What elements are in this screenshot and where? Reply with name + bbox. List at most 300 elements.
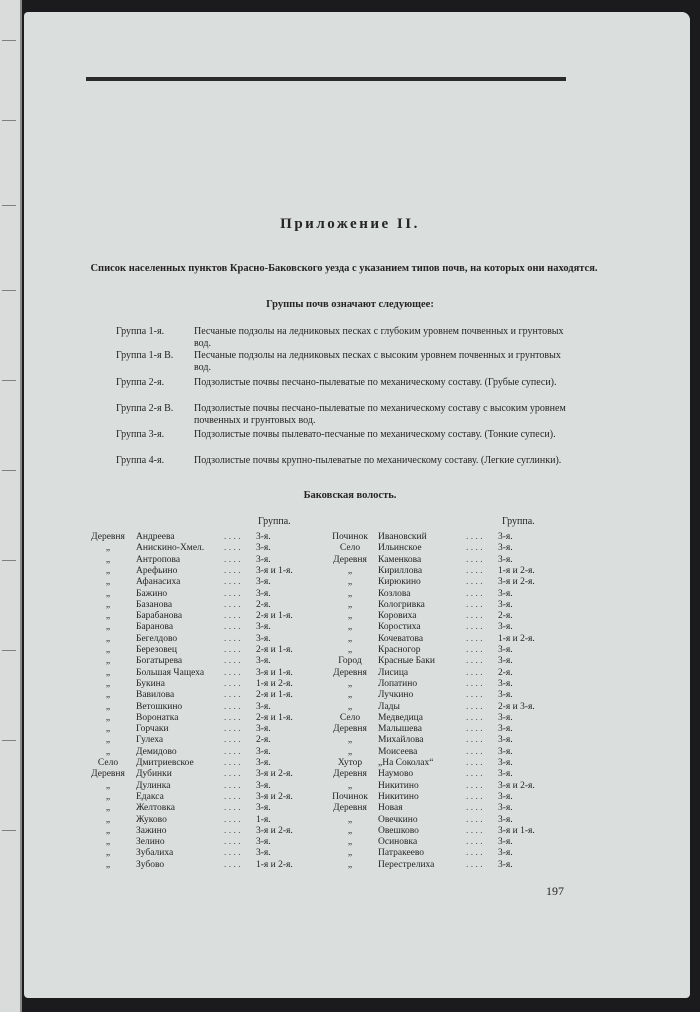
leader-dots: . . . . <box>224 848 241 859</box>
settlement-row <box>84 600 314 611</box>
settlement-type: „ <box>105 837 111 848</box>
settlement-row <box>84 555 314 566</box>
leader-dots: . . . . <box>224 791 241 802</box>
leader-dots: . . . . <box>224 554 241 565</box>
settlement-name: Дмитриевское <box>136 758 194 768</box>
settlement-type: „ <box>105 701 111 712</box>
leader-dots: . . . . <box>466 791 483 802</box>
settlement-type: „ <box>105 780 111 791</box>
leader-dots: . . . . <box>224 814 241 825</box>
leader-dots: . . . . <box>224 701 241 712</box>
settlement-type: Город <box>338 656 362 667</box>
settlement-row <box>326 543 556 554</box>
settlement-name: Новая <box>378 803 403 814</box>
settlement-soil-group: 3-я. <box>498 724 513 735</box>
settlement-type: „ <box>105 712 111 723</box>
settlement-soil-group: 3-я. <box>498 678 513 689</box>
right-column-heading: Группа. <box>502 516 535 527</box>
settlement-row <box>84 781 314 792</box>
settlement-row <box>326 758 556 769</box>
adjacent-page-edge <box>0 0 22 1012</box>
settlement-name: Никитино <box>378 780 419 791</box>
settlement-name: Вавилова <box>136 690 175 701</box>
settlement-name: Большая Чащеха <box>136 667 205 678</box>
settlement-row <box>326 532 556 543</box>
settlement-soil-group: 3-я. <box>256 803 271 814</box>
settlement-name: Демидово <box>136 746 177 757</box>
settlement-name: Козлова <box>378 588 411 599</box>
settlement-row <box>84 634 314 645</box>
leader-dots: . . . . <box>224 780 241 791</box>
settlement-name: Лопатино <box>378 678 418 689</box>
settlement-type: „ <box>347 814 353 825</box>
settlement-name: Антропова <box>136 554 181 565</box>
settlement-row <box>326 713 556 724</box>
settlement-row <box>326 781 556 792</box>
settlement-row <box>326 769 556 780</box>
settlement-type: „ <box>105 746 111 757</box>
settlement-name: Ветошкино <box>136 701 183 712</box>
settlement-type: „ <box>105 825 111 836</box>
leader-dots: . . . . <box>224 746 241 757</box>
settlement-name: Барабанова <box>136 611 183 622</box>
settlement-soil-group: 3-я. <box>256 758 271 768</box>
settlement-row <box>84 566 314 577</box>
leader-dots: . . . . <box>224 859 241 870</box>
settlement-type: Село <box>339 712 361 723</box>
settlement-type: „ <box>347 588 353 599</box>
settlement-name: Перестрелиха <box>378 859 435 870</box>
leader-dots: . . . . <box>466 758 483 768</box>
settlement-row <box>326 826 556 837</box>
settlement-type: „ <box>347 599 353 610</box>
settlement-type: „ <box>347 622 353 633</box>
leader-dots: . . . . <box>466 543 483 554</box>
settlement-name: Зелино <box>136 837 165 848</box>
settlement-soil-group: 3-я и 1-я. <box>498 825 535 836</box>
settlement-row <box>326 815 556 826</box>
settlement-type: Деревня <box>91 532 125 542</box>
settlement-row <box>84 860 314 871</box>
settlement-type: „ <box>347 611 353 622</box>
leader-dots: . . . . <box>466 645 483 655</box>
settlement-type: „ <box>105 656 111 667</box>
settlement-type: „ <box>105 667 111 678</box>
settlement-type: Село <box>339 543 361 554</box>
leader-dots: . . . . <box>224 599 241 610</box>
settlement-soil-group: 3-я. <box>256 633 271 644</box>
settlement-name: Кочеватова <box>378 633 424 644</box>
settlement-name: Овешково <box>378 825 419 836</box>
leader-dots: . . . . <box>466 735 483 746</box>
leader-dots: . . . . <box>224 645 241 655</box>
list-subtitle: Список населенных пунктов Красно-Баковского уезда с указанием типов почв, на которых они находятся. <box>90 263 598 274</box>
settlement-row <box>84 826 314 837</box>
settlement-row <box>326 566 556 577</box>
leader-dots: . . . . <box>466 769 483 780</box>
settlement-soil-group: 3-я. <box>498 554 513 565</box>
settlement-row <box>326 656 556 667</box>
settlement-soil-group: 3-я. <box>498 814 513 825</box>
leader-dots: . . . . <box>466 859 483 870</box>
settlement-name: Лучкино <box>378 690 414 701</box>
leader-dots: . . . . <box>224 837 241 848</box>
leader-dots: . . . . <box>224 712 241 723</box>
settlement-name: Дулинка <box>136 780 171 791</box>
leader-dots: . . . . <box>466 780 483 791</box>
soil-group-description: Подзолистые почвы пылевато-песчаные по механическому составу. (Тонкие супеси). <box>194 429 556 440</box>
settlement-type: „ <box>105 859 111 870</box>
settlement-type: „ <box>105 599 111 610</box>
leader-dots: . . . . <box>466 622 483 633</box>
settlement-type: „ <box>105 814 111 825</box>
leader-dots: . . . . <box>224 690 241 701</box>
settlement-row <box>84 589 314 600</box>
settlement-soil-group: 2-я. <box>498 667 513 678</box>
settlement-name: Горчаки <box>136 724 169 735</box>
settlement-row <box>84 735 314 746</box>
settlement-soil-group: 3-я. <box>498 848 513 859</box>
settlement-soil-group: 1-я и 2-я. <box>256 678 293 689</box>
settlement-row <box>84 702 314 713</box>
soil-group-description: Подзолистые почвы крупно-пылеватые по механическому составу. (Легкие суглинки). <box>194 455 562 466</box>
settlement-soil-group: 3-я. <box>498 543 513 554</box>
settlement-name: Кологривка <box>378 599 425 610</box>
settlement-row <box>326 668 556 679</box>
settlement-type: „ <box>347 825 353 836</box>
leader-dots: . . . . <box>466 633 483 644</box>
settlement-name: Базанова <box>136 599 173 610</box>
settlement-name: Кириллова <box>378 565 423 576</box>
soil-group-description: Подзолистые почвы песчано-пылеватые по механическому составу с высоким уровнем почвенных и грунтовых вод. <box>194 403 566 426</box>
settlement-name: Кирюкино <box>378 577 421 588</box>
settlement-name: Афанасиха <box>136 577 181 588</box>
settlement-soil-group: 1-я. <box>256 814 271 825</box>
settlement-row <box>84 815 314 826</box>
settlement-soil-group: 3-я. <box>498 588 513 599</box>
appendix-title: Приложение II. <box>280 216 420 232</box>
settlement-soil-group: 3-я. <box>498 656 513 667</box>
settlement-soil-group: 3-я. <box>256 577 271 588</box>
leader-dots: . . . . <box>466 599 483 610</box>
settlement-soil-group: 3-я. <box>256 701 271 712</box>
soil-group-label: Группа 4-я. <box>116 455 165 466</box>
leader-dots: . . . . <box>224 825 241 836</box>
settlement-soil-group: 3-я. <box>256 543 271 554</box>
settlement-soil-group: 2-я и 1-я. <box>256 611 293 622</box>
settlement-row <box>84 622 314 633</box>
soil-group-label: Группа 1-я В. <box>116 350 174 361</box>
settlement-row <box>84 769 314 780</box>
leader-dots: . . . . <box>466 848 483 859</box>
settlement-row <box>326 611 556 622</box>
settlement-soil-group: 3-я. <box>498 622 513 633</box>
leader-dots: . . . . <box>224 577 241 588</box>
settlement-row <box>84 668 314 679</box>
settlement-row <box>84 656 314 667</box>
settlement-row <box>326 848 556 859</box>
settlement-name: Жуково <box>136 814 167 825</box>
leader-dots: . . . . <box>224 565 241 576</box>
settlement-soil-group: 3-я. <box>498 859 513 870</box>
settlement-soil-group: 3-я и 2-я. <box>498 780 535 791</box>
leader-dots: . . . . <box>224 678 241 689</box>
soil-group-label: Группа 2-я. <box>116 377 165 388</box>
settlement-row <box>84 611 314 622</box>
settlement-name: Наумово <box>378 769 414 780</box>
settlement-soil-group: 2-я. <box>256 735 271 746</box>
settlement-type: Деревня <box>333 769 367 780</box>
settlement-soil-group: 2-я и 1-я. <box>256 645 293 655</box>
settlement-type: Починок <box>332 791 368 802</box>
settlement-row <box>326 589 556 600</box>
settlement-soil-group: 3-я. <box>498 758 513 768</box>
settlement-soil-group: 3-я и 2-я. <box>256 769 293 780</box>
header-rule <box>86 77 566 81</box>
settlement-type: „ <box>105 554 111 565</box>
settlement-row <box>84 803 314 814</box>
settlement-type: Деревня <box>333 724 367 735</box>
settlement-type: „ <box>105 690 111 701</box>
settlement-name: Дубинки <box>136 769 172 780</box>
settlement-type: „ <box>105 588 111 599</box>
settlement-type: Починок <box>332 532 368 542</box>
settlement-type: „ <box>347 690 353 701</box>
settlement-type: Хутор <box>337 758 363 768</box>
settlement-type: „ <box>105 735 111 746</box>
settlement-soil-group: 2-я. <box>498 611 513 622</box>
soil-group-description: Песчаные подзолы на ледниковых песках с высоким уровнем почвенных и грунтовых вод. <box>194 350 561 373</box>
leader-dots: . . . . <box>224 769 241 780</box>
settlement-row <box>326 600 556 611</box>
leader-dots: . . . . <box>224 758 241 768</box>
settlement-soil-group: 3-я. <box>498 791 513 802</box>
leader-dots: . . . . <box>224 622 241 633</box>
settlement-soil-group: 3-я и 2-я. <box>256 825 293 836</box>
settlement-type: „ <box>347 837 353 848</box>
leader-dots: . . . . <box>466 724 483 735</box>
settlement-row <box>326 860 556 871</box>
leader-dots: . . . . <box>466 577 483 588</box>
settlement-row <box>84 848 314 859</box>
settlement-row <box>84 713 314 724</box>
settlement-row <box>326 837 556 848</box>
settlement-soil-group: 3-я. <box>256 532 271 542</box>
settlement-soil-group: 1-я и 2-я. <box>256 859 293 870</box>
settlement-soil-group: 3-я. <box>498 769 513 780</box>
settlement-name: Березовец <box>136 645 177 655</box>
settlement-type: „ <box>347 577 353 588</box>
leader-dots: . . . . <box>224 633 241 644</box>
settlement-soil-group: 3-я. <box>498 712 513 723</box>
settlement-row <box>84 577 314 588</box>
settlement-type: Деревня <box>333 803 367 814</box>
settlement-name: Лады <box>378 701 400 712</box>
settlement-soil-group: 3-я и 1-я. <box>256 565 293 576</box>
settlement-soil-group: 3-я. <box>256 554 271 565</box>
settlement-name: Каменкова <box>378 554 422 565</box>
settlement-type: Село <box>97 758 119 768</box>
leader-dots: . . . . <box>466 678 483 689</box>
groups-heading: Группы почв означают следующее: <box>266 299 434 310</box>
settlement-type: „ <box>105 633 111 644</box>
leader-dots: . . . . <box>224 656 241 667</box>
settlement-name: Осиновка <box>378 837 418 848</box>
settlement-name: Красногор <box>378 645 421 655</box>
settlement-name: Медведица <box>378 712 423 723</box>
settlement-row <box>84 543 314 554</box>
settlement-row <box>84 792 314 803</box>
settlement-soil-group: 3-я. <box>498 690 513 701</box>
settlement-row <box>84 837 314 848</box>
settlement-soil-group: 3-я. <box>256 780 271 791</box>
settlement-row <box>326 555 556 566</box>
settlement-type: „ <box>105 622 111 633</box>
settlement-name: Малышева <box>378 724 422 735</box>
settlement-type: Деревня <box>333 667 367 678</box>
settlement-name: Зажино <box>136 825 167 836</box>
leader-dots: . . . . <box>224 543 241 554</box>
settlement-soil-group: 3-я. <box>498 803 513 814</box>
settlement-soil-group: 3-я. <box>498 837 513 848</box>
soil-group-label: Группа 1-я. <box>116 326 165 337</box>
settlement-soil-group: 2-я и 1-я. <box>256 690 293 701</box>
settlement-name: Патракеево <box>378 848 425 859</box>
settlement-row <box>326 747 556 758</box>
settlement-type: „ <box>105 565 111 576</box>
leader-dots: . . . . <box>466 712 483 723</box>
settlement-soil-group: 3-я. <box>256 588 271 599</box>
settlement-row <box>326 724 556 735</box>
settlement-name: Ивановский <box>378 532 427 542</box>
settlement-row <box>326 577 556 588</box>
settlement-soil-group: 3-я. <box>498 599 513 610</box>
settlement-type: „ <box>347 565 353 576</box>
soil-group-label: Группа 2-я В. <box>116 403 174 414</box>
settlement-type: „ <box>105 611 111 622</box>
settlement-name: Анискино-Хмел. <box>136 543 205 554</box>
settlement-row <box>326 792 556 803</box>
settlement-soil-group: 3-я. <box>256 724 271 735</box>
leader-dots: . . . . <box>466 588 483 599</box>
settlement-soil-group: 3-я. <box>498 532 513 542</box>
settlement-type: „ <box>105 724 111 735</box>
settlement-row <box>84 532 314 543</box>
settlement-type: „ <box>347 678 353 689</box>
settlement-name: Красные Баки <box>378 656 435 667</box>
settlement-row <box>84 747 314 758</box>
leader-dots: . . . . <box>224 532 241 542</box>
settlement-name: Арефьино <box>136 565 178 576</box>
settlement-name: Зубово <box>136 859 165 870</box>
settlement-soil-group: 3-я и 2-я. <box>498 577 535 588</box>
settlement-soil-group: 2-я. <box>256 599 271 610</box>
leader-dots: . . . . <box>466 667 483 678</box>
settlement-type: „ <box>105 803 111 814</box>
leader-dots: . . . . <box>466 701 483 712</box>
leader-dots: . . . . <box>224 724 241 735</box>
leader-dots: . . . . <box>466 611 483 622</box>
settlement-row <box>84 690 314 701</box>
settlement-name: Коровиха <box>378 611 417 622</box>
settlement-type: „ <box>347 780 353 791</box>
settlement-row <box>326 690 556 701</box>
settlement-type: Деревня <box>333 554 367 565</box>
settlement-name: Букина <box>136 678 165 689</box>
settlement-name: Гулеха <box>136 735 164 746</box>
settlement-name: Моисеева <box>378 746 418 757</box>
settlement-type: „ <box>105 645 111 655</box>
settlement-name: Зубалиха <box>136 848 174 859</box>
settlement-soil-group: 3-я. <box>256 837 271 848</box>
settlement-name: Никитино <box>378 791 419 802</box>
settlement-type: Деревня <box>91 769 125 780</box>
settlement-row <box>84 724 314 735</box>
settlement-type: „ <box>347 746 353 757</box>
settlement-type: „ <box>347 735 353 746</box>
settlement-name: Овечкино <box>378 814 418 825</box>
settlement-row <box>84 645 314 656</box>
settlement-type: „ <box>105 678 111 689</box>
settlement-name: Коростиха <box>378 622 421 633</box>
settlement-row <box>326 622 556 633</box>
soil-group-label: Группа 3-я. <box>116 429 165 440</box>
leader-dots: . . . . <box>466 690 483 701</box>
settlement-type: „ <box>105 577 111 588</box>
settlement-row <box>84 758 314 769</box>
settlement-type: „ <box>347 848 353 859</box>
leader-dots: . . . . <box>466 565 483 576</box>
settlement-type: „ <box>347 645 353 655</box>
settlement-soil-group: 3-я и 1-я. <box>256 667 293 678</box>
leader-dots: . . . . <box>466 837 483 848</box>
leader-dots: . . . . <box>224 588 241 599</box>
settlement-soil-group: 3-я. <box>256 656 271 667</box>
settlement-soil-group: 3-я. <box>498 746 513 757</box>
settlement-name: Андреева <box>136 532 175 542</box>
leader-dots: . . . . <box>466 656 483 667</box>
settlement-soil-group: 1-я и 2-я. <box>498 565 535 576</box>
settlement-soil-group: 3-я. <box>498 735 513 746</box>
settlement-type: „ <box>105 791 111 802</box>
settlement-row <box>326 735 556 746</box>
leader-dots: . . . . <box>466 554 483 565</box>
settlement-name: Бегелдово <box>136 633 178 644</box>
settlement-type: „ <box>347 633 353 644</box>
settlement-type: „ <box>105 848 111 859</box>
settlement-row <box>326 702 556 713</box>
leader-dots: . . . . <box>224 735 241 746</box>
settlement-name: Баранова <box>136 622 174 633</box>
settlement-name: Едакса <box>136 791 164 802</box>
settlement-soil-group: 2-я и 3-я. <box>498 701 535 712</box>
settlement-soil-group: 2-я и 1-я. <box>256 712 293 723</box>
leader-dots: . . . . <box>224 611 241 622</box>
settlement-row <box>326 803 556 814</box>
settlement-row <box>326 634 556 645</box>
settlement-name: Желтовка <box>136 803 175 814</box>
settlement-name: Ильинское <box>378 543 422 554</box>
leader-dots: . . . . <box>224 667 241 678</box>
settlement-name: Михайлова <box>378 735 424 746</box>
left-column-heading: Группа. <box>258 516 291 527</box>
leader-dots: . . . . <box>466 814 483 825</box>
settlement-soil-group: 3-я. <box>256 746 271 757</box>
settlement-name: Воронатка <box>136 712 179 723</box>
settlement-soil-group: 3-я. <box>256 848 271 859</box>
leader-dots: . . . . <box>466 746 483 757</box>
settlement-row <box>326 679 556 690</box>
